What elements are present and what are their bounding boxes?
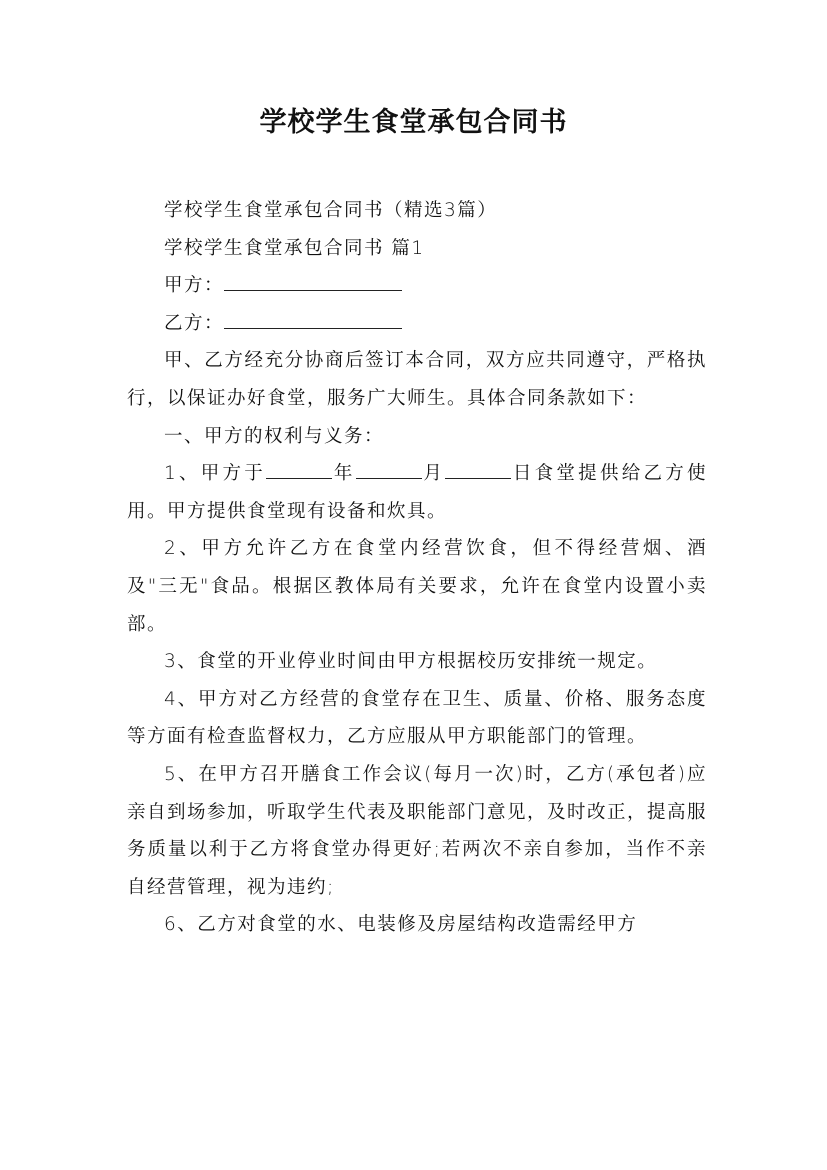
- party-a-line: [127, 267, 707, 305]
- year-blank: [266, 459, 332, 479]
- clause-5: 5、在甲方召开膳食工作会议(每月一次)时，乙方(承包者)应亲自到场参加，听取学生代表及职能部门意见，及时改正，提高服务质量以利于乙方将食堂办得更好;若两次不亲自参加，当作不亲自经营管理，视为违约;: [127, 763, 708, 898]
- intro-paragraph: 甲、乙方经充分协商后签订本合同，双方应共同遵守，严格执行，以保证办好食堂，服务广大师生。具体合同条款如下：: [127, 350, 707, 409]
- clause-1-prefix: 1、甲方于: [164, 463, 267, 485]
- part-heading: 学校学生食堂承包合同书 篇1: [164, 237, 425, 259]
- party-b-line: [127, 305, 707, 343]
- clause-1-suffix: 日食堂提供给乙方使用。甲方提供食堂现有设备和炊具。: [127, 463, 707, 522]
- party-b-blank: [224, 308, 402, 328]
- clause-1: [127, 455, 707, 530]
- clause-1-month: 月: [421, 463, 446, 485]
- day-blank: [445, 459, 511, 479]
- document-title: 学校学生食堂承包合同书: [259, 107, 568, 138]
- section-1-heading: 一、甲方的权利与义务：: [164, 425, 385, 447]
- party-b-label: 乙方：: [164, 312, 225, 334]
- party-a-label: 甲方：: [164, 275, 225, 297]
- party-a-blank: [224, 271, 402, 291]
- month-blank: [356, 459, 422, 479]
- clause-1-year: 年: [332, 463, 356, 485]
- clause-6: 6、乙方对食堂的水、电装修及房屋结构改造需经甲方: [164, 914, 638, 936]
- subtitle-line: 学校学生食堂承包合同书（精选3篇）: [164, 200, 498, 221]
- clause-3: 3、食堂的开业停业时间由甲方根据校历安排统一规定。: [164, 651, 658, 673]
- document-body: [127, 192, 707, 944]
- clause-2: 2、甲方允许乙方在食堂内经营饮食，但不得经营烟、酒及"三无"食品。根据区教体局有关要求，允许在食堂内设置小卖部。: [127, 538, 707, 635]
- clause-4: 4、甲方对乙方经营的食堂存在卫生、质量、价格、服务态度等方面有检查监督权力，乙方应服从甲方职能部门的管理。: [127, 688, 707, 748]
